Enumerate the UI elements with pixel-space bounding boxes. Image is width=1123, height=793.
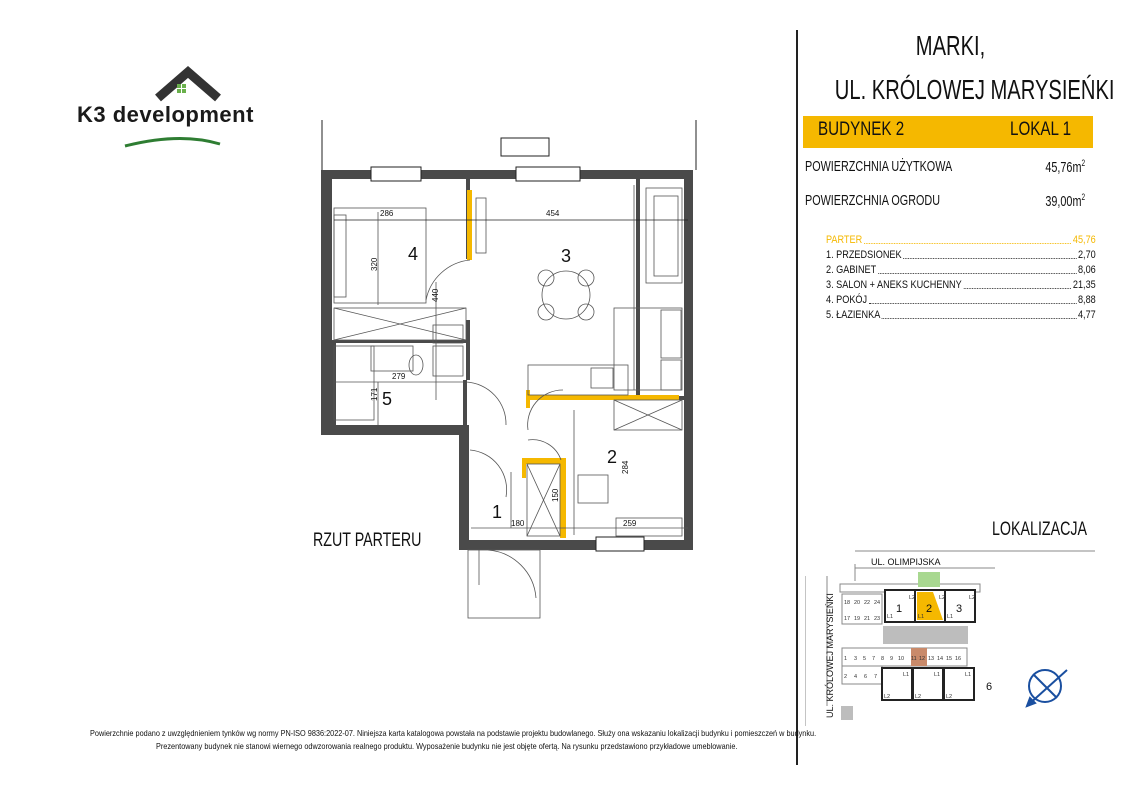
unit-tag: L1 bbox=[947, 614, 954, 620]
compass-icon bbox=[1027, 670, 1067, 706]
unit-tag: L1 bbox=[887, 614, 894, 620]
dimension-label: 320 bbox=[370, 257, 379, 271]
unit-tag: L2 bbox=[946, 694, 953, 700]
parking-number: 5 bbox=[863, 656, 867, 662]
street-side-label: UL. KRÓLOWEJ MARYSIEŃKI bbox=[825, 593, 835, 718]
parking-number: 1 bbox=[844, 656, 848, 662]
dimension-label: 171 bbox=[370, 387, 379, 401]
unit-tag: L2 bbox=[969, 595, 976, 601]
dimension-label: 284 bbox=[621, 460, 630, 474]
parking-number: 9 bbox=[890, 656, 894, 662]
location-map bbox=[805, 546, 1095, 726]
unit-tag: L2 bbox=[884, 694, 891, 700]
usable-area-label: POWIERZCHNIA UŻYTKOWA bbox=[805, 158, 953, 175]
parking-number: 16 bbox=[955, 656, 962, 662]
parking-number: 6 bbox=[864, 674, 868, 680]
parking-number: 3 bbox=[854, 656, 858, 662]
parking-number: 7 bbox=[874, 674, 878, 680]
usable-area-value: $45,76m^2$ bbox=[1045, 158, 1085, 176]
dimension-label: 259 bbox=[623, 519, 637, 528]
parking-number: 2 bbox=[844, 674, 848, 680]
room-number: 3 bbox=[561, 246, 572, 266]
parking-number: 11 bbox=[911, 656, 917, 662]
unit-tag: L1 bbox=[903, 672, 910, 678]
building-label: BUDYNEK 2 bbox=[818, 119, 905, 140]
building-number: 1 bbox=[896, 603, 903, 615]
parking-number: 18 bbox=[844, 600, 851, 606]
dimension-label: 279 bbox=[392, 372, 406, 381]
unit-tag: L2 bbox=[909, 595, 916, 601]
room-list bbox=[826, 233, 1096, 323]
dimension-label: 454 bbox=[546, 209, 560, 218]
street-title: UL. KRÓLOWEJ MARYSIEŃKI bbox=[834, 74, 1115, 105]
city-title: MARKI, bbox=[915, 30, 986, 61]
room-number: 4 bbox=[408, 244, 419, 264]
parking-number: 21 bbox=[864, 616, 871, 622]
unit-tag: L2 bbox=[915, 694, 922, 700]
parking-number: 12 bbox=[919, 656, 926, 662]
parking-number: 22 bbox=[864, 600, 871, 606]
parking-number: 24 bbox=[874, 600, 881, 606]
parking-number: 14 bbox=[937, 656, 944, 662]
parking-number: 23 bbox=[874, 616, 881, 622]
street-top-label: UL. OLIMPIJSKA bbox=[871, 557, 941, 567]
garden-area-label: POWIERZCHNIA OGRODU bbox=[805, 192, 941, 209]
room-number: 2 bbox=[607, 447, 618, 467]
room-row: 3. SALON + ANEKS KUCHENNY 21,35 bbox=[826, 279, 1096, 291]
parking-number: 10 bbox=[898, 656, 905, 662]
building-number: 3 bbox=[956, 603, 963, 615]
room-number: 1 bbox=[492, 502, 503, 522]
floor-row: PARTER 45,76 bbox=[826, 234, 1096, 246]
building-number: 6 bbox=[986, 681, 993, 693]
garden-highlight bbox=[918, 572, 940, 587]
parking-number: 19 bbox=[854, 616, 861, 622]
parking-number: 17 bbox=[844, 616, 851, 622]
divider bbox=[796, 30, 798, 765]
dimension-label: 440 bbox=[431, 288, 440, 302]
parking-number: 7 bbox=[872, 656, 876, 662]
unit-label: LOKAL 1 bbox=[1010, 119, 1072, 140]
parking-number: 8 bbox=[881, 656, 885, 662]
parking-number: 20 bbox=[854, 600, 861, 606]
room-row: 1. PRZEDSIONEK 2,70 bbox=[826, 249, 1096, 261]
plan-label: RZUT PARTERU bbox=[313, 530, 422, 551]
dimension-label: 286 bbox=[380, 209, 394, 218]
logo-text: K3 development bbox=[77, 102, 254, 127]
parking-number: 13 bbox=[928, 656, 935, 662]
unit-tag: L1 bbox=[965, 672, 972, 678]
unit-tag: L1 bbox=[934, 672, 941, 678]
location-label: LOKALIZACJA bbox=[992, 519, 1088, 540]
parking-number: 4 bbox=[854, 674, 858, 680]
room-row: 2. GABINET 8,06 bbox=[826, 264, 1096, 276]
dimension-label: 180 bbox=[511, 519, 525, 528]
footer-note-1: Powierzchnie podano z uwzględnieniem tynków wg normy PN-ISO 9836:2022-07. Niniejsza karta katalogowa powstała na podstawie projektu budowlanego. Służy ona wskazaniu lokalizacji budynku i pomieszczeń w budynku. bbox=[90, 728, 817, 738]
building-number: 2 bbox=[926, 603, 933, 615]
garden-area-value: $39,00m^2$ bbox=[1045, 192, 1085, 210]
room-number: 5 bbox=[382, 389, 393, 409]
unit-tag: L2 bbox=[939, 595, 946, 601]
room-row: 5. ŁAZIENKA 4,77 bbox=[826, 309, 1096, 321]
room-row: 4. POKÓJ 8,88 bbox=[826, 294, 1096, 306]
dimension-label: 150 bbox=[551, 488, 560, 502]
parking-number: 15 bbox=[946, 656, 953, 662]
footer-note-2: Prezentowany budynek nie stanowi wiernego odwzorowania realnego produktu. Wyposażenie budynku nie jest objęte ofertą. Na rysunku przedstawiono przykładowe umeblowanie. bbox=[156, 741, 738, 751]
unit-tag: L1 bbox=[918, 614, 925, 620]
